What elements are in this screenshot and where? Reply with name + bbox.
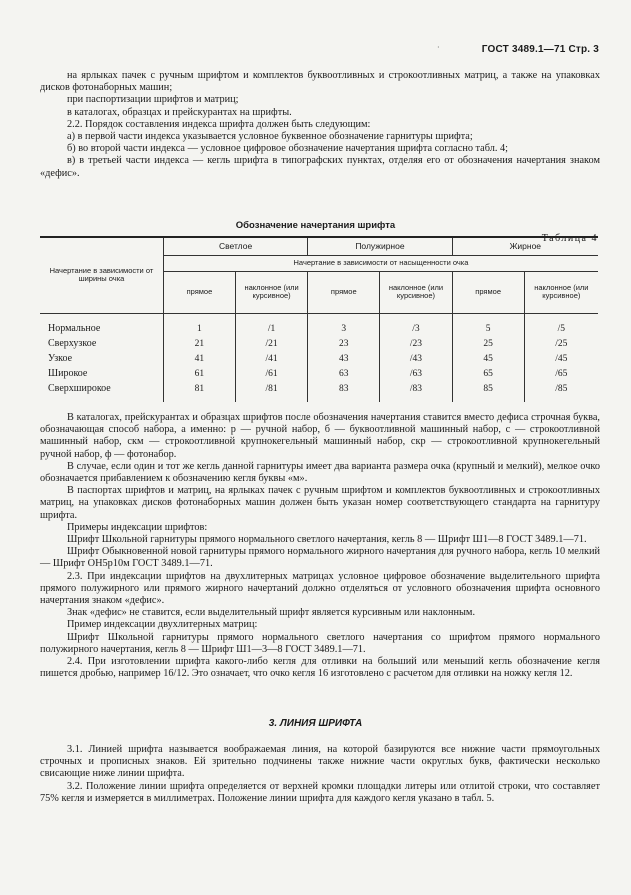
table-row <box>40 366 598 381</box>
table-cell: 3 <box>308 321 380 336</box>
scan-speck: · <box>437 43 440 52</box>
table-cell: /3 <box>380 321 452 336</box>
paragraph: Примеры индексации шрифтов: <box>67 521 208 533</box>
table-row <box>40 336 598 351</box>
paragraph: Шрифт Обыкновенной новой гарнитуры прямого нормального жирного начертания для ручного набора, кегль 10 мелкий — Шрифт ОН5р10м ГОСТ 3489.1—71. <box>40 546 600 570</box>
paragraph: В паспортах шрифтов и матриц, на ярлыках пачек с ручным шрифтом и комплектов буквоотливных и строкоотливных матриц, на упаковках дисков фотонаборных машин должен быть указан номер соответствующего стандарта на гарнитуру шрифта. <box>40 485 600 521</box>
paragraph: Пример индексации двухлитерных матриц: <box>67 619 258 631</box>
table-cell: /1 <box>235 321 307 336</box>
table-cell: 41 <box>163 351 235 366</box>
table-cell: /63 <box>380 366 452 381</box>
paragraph: а) в первой части индекса указывается условное буквенное обозначение гарнитуры шрифта; <box>67 131 473 143</box>
row-label: Сверхузкое <box>48 338 97 349</box>
paragraph: Знак «дефис» не ставится, если выделительный шрифт является курсивным или наклонным. <box>67 607 476 619</box>
row-header-cell: Начертание в зависимости от ширины очка <box>40 237 163 313</box>
row-label: Нормальное <box>48 323 101 334</box>
paragraph: в) в третьей части индекса — кегль шрифта в типографских пунктах, отделяя его от обозначения начертания знаком «дефис». <box>40 155 600 179</box>
table-row <box>40 381 598 396</box>
row-label: Сверхширокое <box>48 383 111 394</box>
table-cell: 63 <box>308 366 380 381</box>
paragraph: на ярлыках пачек с ручным шрифтом и комплектов буквоотливных и строкоотливных матриц, а также на упаковках дисков фотонаборных машин; <box>40 70 600 94</box>
middle-text-block <box>40 412 600 680</box>
table-cell: /23 <box>380 336 452 351</box>
table-cell: 61 <box>163 366 235 381</box>
table-cell: 5 <box>452 321 524 336</box>
table-cell: /5 <box>524 321 598 336</box>
table-title: Обозначение начертания шрифта <box>235 220 396 231</box>
table-cell: /61 <box>235 366 307 381</box>
table-cell: /65 <box>524 366 598 381</box>
top-text-block <box>40 70 600 180</box>
table-caption: Таблица 4 <box>541 233 598 244</box>
paragraph: 2.4. При изготовлении шрифта какого-либо кегля для отливки на больший или меньший кегль обозначение кегля пишется дробью, например 16/12. Это означает, что очко кегля 16 изготовлено с расчетом для отливки на ножку кегля 12. <box>40 656 600 680</box>
row-label: Узкое <box>48 353 73 364</box>
row-label: Широкое <box>48 368 88 379</box>
group-header-light: Светлое <box>163 237 307 255</box>
paragraph: Шрифт Школьной гарнитуры прямого нормального светлого начертания, кегль 8 — Шрифт Ш1—8 ГОСТ 3489.1—71. <box>67 534 587 546</box>
section-title: 3. ЛИНИЯ ШРИФТА <box>268 718 363 729</box>
paragraph: В каталогах, прейскурантах и образцах шрифтов после обозначения начертания ставится вместо дефиса строчная буква, обозначающая способ набора, а именно: р — ручной набор, б — буквоотливной машинный набор, с — строкоотливной машинный набор, скм — строкоотливной крупнокегельный машинный набор, скр — строкоотливной крупнокегельный ручной набор, ф — фотонабор. <box>40 412 600 460</box>
table-cell: /25 <box>524 336 598 351</box>
table-cell: 45 <box>452 351 524 366</box>
paragraph: Шрифт Школьной гарнитуры прямого нормального светлого начертания со шрифтом прямого нормального полужирного начертания, кегль 8 — Шрифт Ш1—3—8 ГОСТ 3489.1—71. <box>40 631 600 655</box>
col-header: прямое <box>308 271 380 313</box>
table-cell: 85 <box>452 381 524 396</box>
col-header: наклонное (или курсивное) <box>524 271 598 313</box>
group-header-semibold: Полужирное <box>308 237 452 255</box>
table-cell: 81 <box>163 381 235 396</box>
table-cell: /83 <box>380 381 452 396</box>
paragraph: 3.2. Положение линии шрифта определяется от верхней кромки площадки литеры или отлитой строки, что составляет 75% кегля и измеряется в миллиметрах. Положение линии шрифта для каждого кегля указано в табл. 5. <box>40 780 600 804</box>
table-cell: /85 <box>524 381 598 396</box>
col-header: наклонное (или курсивное) <box>235 271 307 313</box>
table-cell: /41 <box>235 351 307 366</box>
col-header: прямое <box>163 271 235 313</box>
table-cell: /81 <box>235 381 307 396</box>
col-header: наклонное (или курсивное) <box>380 271 452 313</box>
paragraph: 3.1. Линией шрифта называется воображаемая линия, на которой базируются все нижние части прямоугольных строчных и прописных знаков. Ей зрительно подчинены также нижние части округлых букв, фактически несколько свисающие ниже линии шрифта. <box>40 744 600 780</box>
table-cell: 1 <box>163 321 235 336</box>
typeface-style-table <box>40 236 598 402</box>
subtitle-header: Начертание в зависимости от насыщенности очка <box>163 255 598 271</box>
table-cell: 21 <box>163 336 235 351</box>
table-cell: 65 <box>452 366 524 381</box>
table-cell: 23 <box>308 336 380 351</box>
table-cell: /45 <box>524 351 598 366</box>
paragraph: 2.3. При индексации шрифтов на двухлитерных матрицах условное цифровое обозначение выделительного шрифта прямого полужирного или прямого жирного начертаний должно отделяться от условного обозначения шрифта основного начертания знаком «дефис». <box>40 570 600 607</box>
paragraph: В случае, если один и тот же кегль данной гарнитуры имеет два варианта размера очка (крупный и мелкий), мелкое очко обозначается прибавлением к обозначению кегля буквы «м». <box>40 460 600 485</box>
table-row <box>40 351 598 366</box>
bottom-text-block <box>40 744 600 805</box>
table-row <box>40 321 598 336</box>
table-cell: 83 <box>308 381 380 396</box>
paragraph: в каталогах, образцах и прейскурантах на шрифты. <box>67 106 292 118</box>
table-cell: 25 <box>452 336 524 351</box>
table-cell: /21 <box>235 336 307 351</box>
paragraph: 2.2. Порядок составления индекса шрифта должен быть следующим: <box>67 118 371 130</box>
page-header: ГОСТ 3489.1—71 Стр. 3 <box>481 44 599 55</box>
group-header-bold: Жирное <box>452 237 598 255</box>
paragraph: б) во второй части индекса — условное цифровое обозначение начертания шрифта согласно табл. 4; <box>67 143 509 155</box>
table-cell: 43 <box>308 351 380 366</box>
table-cell: /43 <box>380 351 452 366</box>
col-header: прямое <box>452 271 524 313</box>
paragraph: при паспортизации шрифтов и матриц; <box>67 94 239 106</box>
